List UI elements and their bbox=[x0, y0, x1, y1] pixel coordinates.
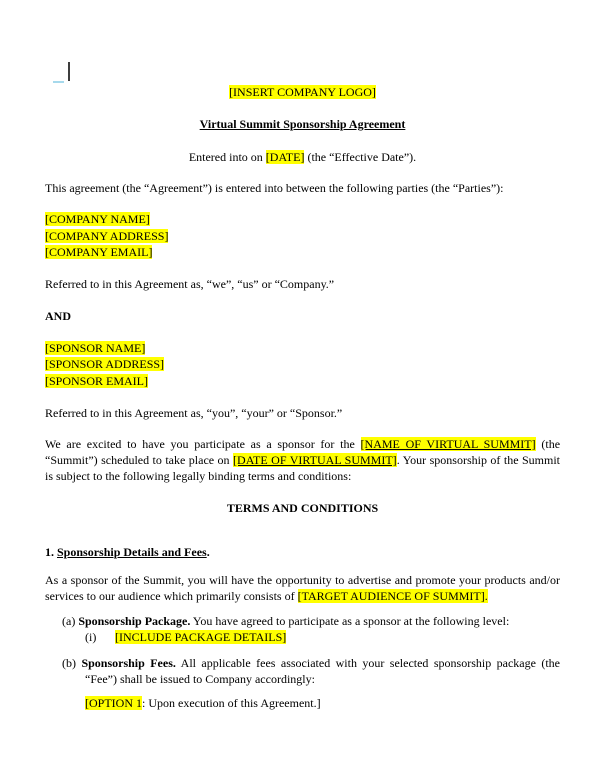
item-a-bold-label: Sponsorship Package. bbox=[78, 614, 191, 628]
sponsor-name-line bbox=[45, 340, 560, 357]
item-a-sub-line bbox=[85, 629, 560, 645]
and-label: AND bbox=[45, 308, 71, 323]
summit-name-placeholder[interactable]: [NAME OF VIRTUAL SUMMIT] bbox=[360, 437, 536, 451]
option-1-placeholder[interactable]: [OPTION 1 bbox=[85, 696, 142, 710]
item-a-marker: (a) bbox=[62, 614, 76, 628]
terms-and-conditions-heading: TERMS AND CONDITIONS bbox=[226, 501, 379, 515]
list-item-a bbox=[45, 613, 560, 645]
section-1-heading-line bbox=[45, 544, 560, 560]
sponsor-address-placeholder[interactable]: [SPONSOR ADDRESS] bbox=[45, 357, 165, 371]
text-caret bbox=[68, 62, 70, 81]
section-1-heading: Sponsorship Details and Fees bbox=[57, 545, 207, 559]
item-b-bold-label: Sponsorship Fees. bbox=[81, 656, 176, 670]
section-1-body-pre: As a sponsor of the Summit, you will have the opportunity to advertise and promote your products and/or services to our audience which primarily consists of bbox=[45, 573, 560, 603]
document-title-line bbox=[45, 116, 560, 132]
summit-intro-p2: (the “Summit”) scheduled to take place on bbox=[45, 437, 561, 467]
company-block bbox=[45, 211, 560, 261]
item-b-line bbox=[45, 655, 560, 687]
summit-date-placeholder[interactable]: [DATE OF VIRTUAL SUMMIT] bbox=[233, 453, 397, 467]
sponsor-email-line bbox=[45, 373, 560, 390]
effective-date-post: (the “Effective Date”). bbox=[304, 150, 417, 164]
sponsor-address-line bbox=[45, 356, 560, 373]
item-a-sub-marker: (i) bbox=[85, 630, 97, 644]
package-details-placeholder[interactable]: [INCLUDE PACKAGE DETAILS] bbox=[115, 630, 287, 644]
company-email-line bbox=[45, 244, 560, 261]
list-item-b bbox=[45, 655, 560, 687]
spellcheck-mark bbox=[53, 81, 64, 83]
item-b-marker: (b) bbox=[62, 656, 76, 670]
cursor-zone bbox=[45, 62, 560, 84]
summit-intro-p3: . Your sponsorship of the Summit is subject to the following legally binding terms and conditions: bbox=[45, 453, 560, 483]
summit-intro-paragraph bbox=[45, 436, 560, 484]
summit-intro-p1: We are excited to have you participate as a sponsor for the bbox=[45, 437, 361, 451]
company-email-placeholder[interactable]: [COMPANY EMAIL] bbox=[45, 245, 153, 259]
logo-placeholder-line bbox=[45, 84, 560, 100]
item-a-text: You have agreed to participate as a sponsor at the following level: bbox=[190, 614, 510, 628]
intro-paragraph: This agreement (the “Agreement”) is entered into between the following parties (the “Parties”): bbox=[45, 181, 504, 195]
section-1-body-paragraph bbox=[45, 572, 560, 604]
effective-date-pre: Entered into on bbox=[188, 150, 266, 164]
date-placeholder[interactable]: [DATE] bbox=[265, 150, 305, 164]
company-address-line bbox=[45, 228, 560, 245]
company-address-placeholder[interactable]: [COMPANY ADDRESS] bbox=[45, 228, 169, 243]
sponsor-email-placeholder[interactable]: [SPONSOR EMAIL] bbox=[45, 373, 149, 388]
option-1-rest: : Upon execution of this Agreement.] bbox=[142, 696, 321, 710]
item-a-line bbox=[45, 613, 560, 629]
section-1-heading-period: . bbox=[206, 545, 210, 559]
company-name-line bbox=[45, 211, 560, 228]
section-1-number: 1. bbox=[45, 545, 57, 559]
insert-company-logo-placeholder[interactable]: [INSERT COMPANY LOGO] bbox=[229, 85, 376, 99]
company-reference-line: Referred to in this Agreement as, “we”, “us” or “Company.” bbox=[45, 276, 335, 291]
company-name-placeholder[interactable]: [COMPANY NAME] bbox=[45, 212, 150, 226]
sponsor-block bbox=[45, 340, 560, 390]
document-title: Virtual Summit Sponsorship Agreement bbox=[199, 117, 406, 131]
option-1-line bbox=[85, 695, 560, 711]
sponsor-reference-line: Referred to in this Agreement as, “you”, “your” or “Sponsor.” bbox=[45, 406, 343, 420]
effective-date-line bbox=[45, 149, 560, 165]
sponsor-name-placeholder[interactable]: [SPONSOR NAME] bbox=[45, 340, 146, 355]
target-audience-placeholder[interactable]: [TARGET AUDIENCE OF SUMMIT]. bbox=[297, 589, 488, 603]
item-b-text: All applicable fees associated with your selected sponsorship package (the “Fee”) shall be issued to Company accordingly: bbox=[85, 656, 561, 686]
